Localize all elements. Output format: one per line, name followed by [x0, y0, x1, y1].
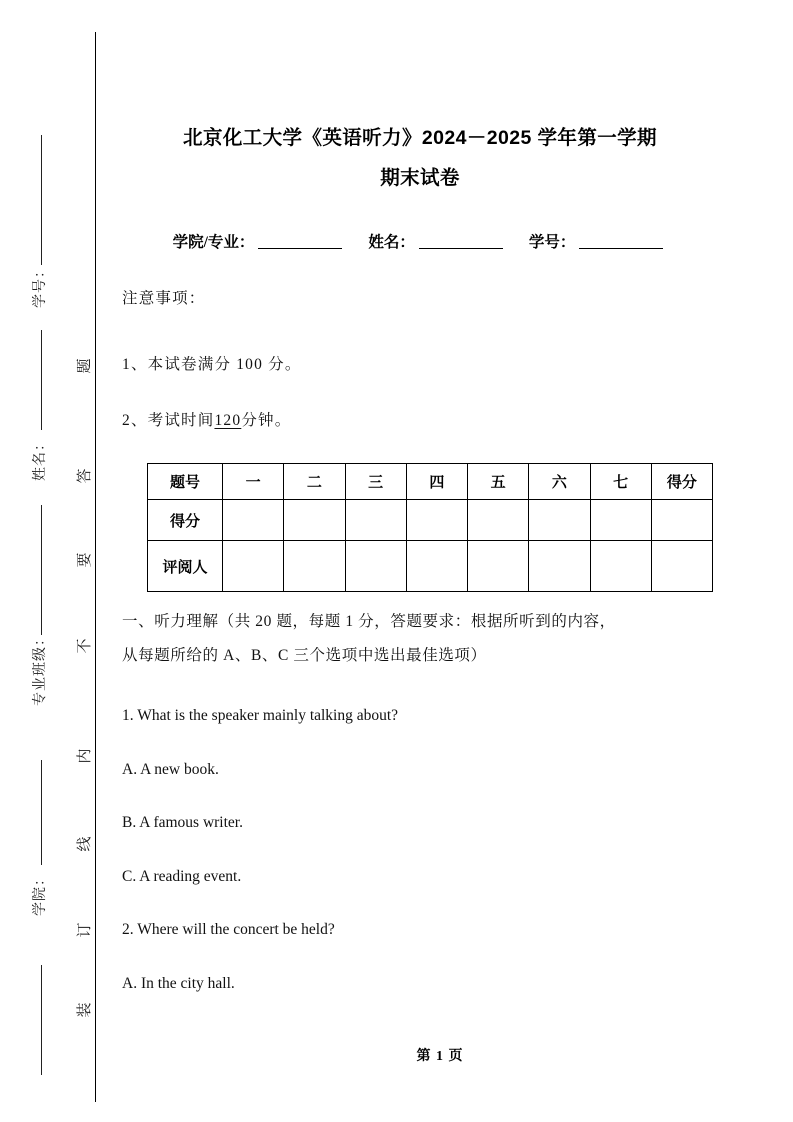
- student-id-label: 学号：: [528, 234, 576, 251]
- table-header-cell-8: 得分: [651, 464, 712, 500]
- score-table: [147, 463, 713, 592]
- seal-char-yao: 要: [77, 552, 93, 568]
- seal-char-bu: 不: [77, 638, 93, 654]
- notice-item-1: 1、本试卷满分 100 分。: [122, 356, 302, 373]
- section-1-heading-line-2: 从每题所给的 A、B、C 三个选项中选出最佳选项）: [122, 647, 487, 664]
- notice-heading: 注意事项：: [122, 290, 206, 307]
- exam-title-line-1: 北京化工大学《英语听力》2024－2025 学年第一学期: [183, 127, 657, 149]
- notice-item-2: [122, 408, 762, 430]
- name-label: 姓名：: [368, 234, 415, 251]
- section-1-heading-line-1: 一、听力理解（共 20 题，每题 1 分，答题要求：根据所听到的内容，: [122, 613, 616, 630]
- page-title: [120, 118, 720, 198]
- table-row-score: [148, 500, 713, 541]
- question-2-stem: 2. Where will the concert be held?: [122, 921, 335, 938]
- row-label-grader: 评阅人: [148, 541, 223, 592]
- seal-char-zhuang: 装: [77, 1002, 93, 1018]
- margin-field-student-id: 学号：: [33, 263, 48, 308]
- grader-cell-2[interactable]: [284, 541, 345, 592]
- page-footer: 第 1 页: [416, 1049, 464, 1064]
- seal-char-nei: 内: [77, 748, 93, 764]
- table-header-cell-7: 七: [590, 464, 651, 500]
- field-rule-college-bottom: [41, 965, 42, 1075]
- field-rule-name-bottom: [41, 505, 42, 635]
- grader-cell-4[interactable]: [406, 541, 467, 592]
- score-cell-5[interactable]: [468, 500, 529, 541]
- score-cell-total[interactable]: [651, 500, 712, 541]
- student-id-blank[interactable]: [579, 234, 663, 249]
- notice-item-2-before: 2、考试时间: [122, 412, 215, 429]
- score-cell-4[interactable]: [406, 500, 467, 541]
- field-rule-student-id-top: [41, 135, 42, 265]
- grader-cell-1[interactable]: [223, 541, 284, 592]
- seal-char-da: 答: [77, 468, 93, 484]
- exam-title-line-2: 期末试卷: [380, 167, 460, 189]
- grader-cell-7[interactable]: [590, 541, 651, 592]
- notice-item-2-after: 分钟。: [241, 412, 292, 429]
- table-header-cell-5: 五: [468, 464, 529, 500]
- table-header-cell-0: 题号: [148, 464, 223, 500]
- table-header-cell-4: 四: [406, 464, 467, 500]
- score-cell-2[interactable]: [284, 500, 345, 541]
- question-1-option-b[interactable]: B. A famous writer.: [122, 814, 243, 831]
- binding-vertical-rule: [95, 32, 96, 1102]
- grader-cell-6[interactable]: [529, 541, 590, 592]
- exam-duration-value: 120: [214, 412, 242, 429]
- grader-cell-total[interactable]: [651, 541, 712, 592]
- table-header-cell-3: 三: [345, 464, 406, 500]
- margin-field-college: 学院：: [33, 871, 48, 916]
- page-body: [110, 0, 770, 1122]
- row-label-score: 得分: [148, 500, 223, 541]
- college-major-blank[interactable]: [258, 234, 342, 249]
- score-cell-6[interactable]: [529, 500, 590, 541]
- table-header-row: [148, 464, 713, 500]
- seal-char-xian: 线: [77, 836, 93, 852]
- section-1-heading: [122, 605, 772, 673]
- seal-char-ti: 题: [77, 358, 93, 374]
- margin-field-name: 姓名：: [33, 436, 48, 481]
- field-rule-student-id-bottom: [41, 330, 42, 430]
- question-1-option-c[interactable]: C. A reading event.: [122, 868, 242, 885]
- table-header-cell-6: 六: [529, 464, 590, 500]
- score-cell-3[interactable]: [345, 500, 406, 541]
- name-blank[interactable]: [419, 234, 503, 249]
- grader-cell-5[interactable]: [468, 541, 529, 592]
- binding-margin: [0, 0, 110, 1122]
- college-major-label: 学院/专业：: [172, 234, 255, 251]
- table-row-grader: [148, 541, 713, 592]
- seal-char-ding: 订: [77, 922, 93, 938]
- question-2-option-a[interactable]: A. In the city hall.: [122, 975, 235, 992]
- field-rule-class-bottom: [41, 760, 42, 865]
- table-header-cell-1: 一: [223, 464, 284, 500]
- question-1-stem: 1. What is the speaker mainly talking about?: [122, 707, 399, 724]
- question-1-option-a[interactable]: A. A new book.: [122, 761, 219, 778]
- score-cell-1[interactable]: [223, 500, 284, 541]
- score-cell-7[interactable]: [590, 500, 651, 541]
- grader-cell-3[interactable]: [345, 541, 406, 592]
- margin-field-class: 专业班级：: [33, 631, 48, 706]
- student-info-line: [120, 230, 720, 252]
- table-header-cell-2: 二: [284, 464, 345, 500]
